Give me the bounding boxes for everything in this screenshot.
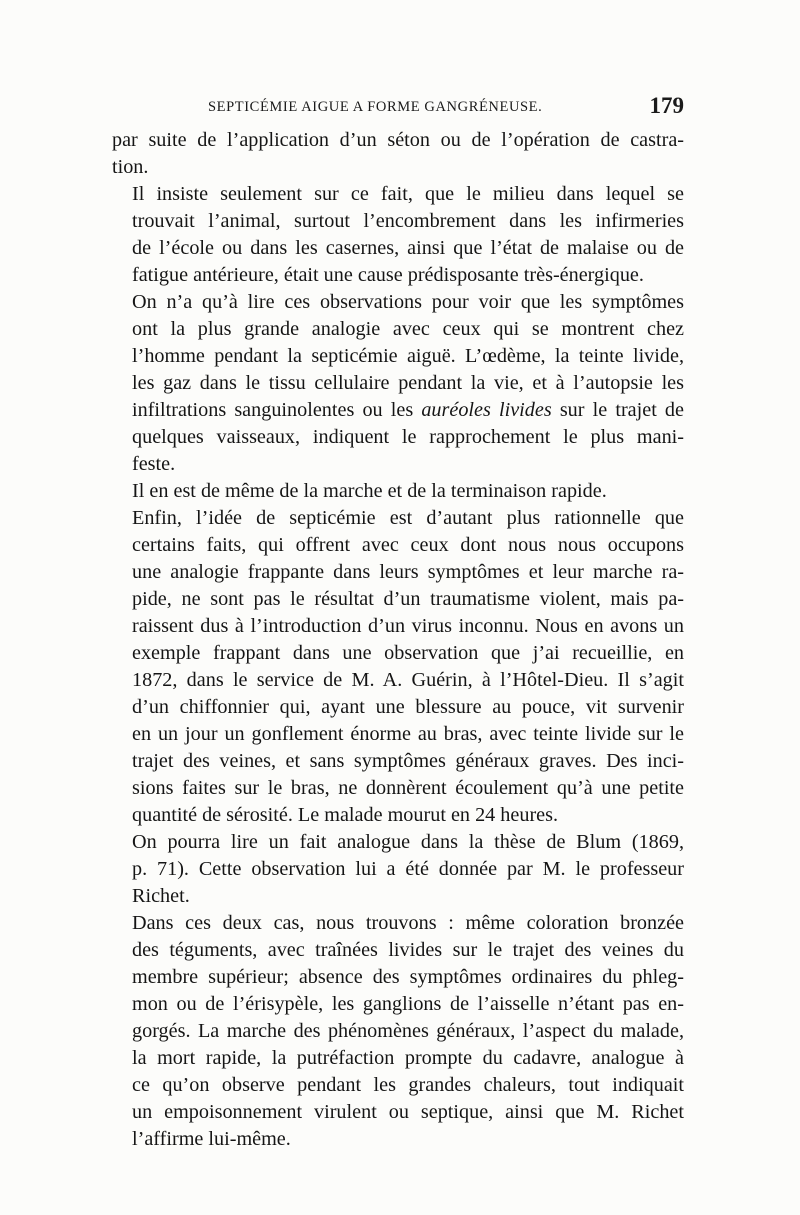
text-line: fatigue antérieure, était une cause prédisposante très-énergique. xyxy=(132,264,644,286)
text-line: les gaz dans le tissu cellulaire pendant la vie, et à l’autopsie les xyxy=(132,372,684,394)
text-line: On pourra lire un fait analogue dans la thèse de Blum (1869, xyxy=(132,831,684,853)
text-line: raissent dus à l’introduction d’un virus inconnu. Nous en avons un xyxy=(132,615,684,637)
body-text xyxy=(112,127,684,1153)
text-line: gorgés. La marche des phénomènes généraux, l’aspect du malade, xyxy=(132,1020,684,1042)
paragraph xyxy=(112,181,684,289)
paragraph xyxy=(112,127,684,181)
running-header xyxy=(112,93,684,122)
text-line: Enfin, l’idée de septicémie est d’autant plus rationnelle que xyxy=(132,507,684,529)
text-line: quelques vaisseaux, indiquent le rapprochement le plus mani- xyxy=(132,426,684,448)
running-title: SEPTICÉMIE AIGUE A FORME GANGRÉNEUSE. xyxy=(208,99,543,115)
paragraph xyxy=(112,829,684,910)
text-line: ce qu’on observe pendant les grandes chaleurs, tout indiquait xyxy=(132,1074,684,1096)
text-line: quantité de sérosité. Le malade mourut en 24 heures. xyxy=(132,804,559,826)
text-line: On n’a qu’à lire ces observations pour voir que les symptômes xyxy=(132,291,684,313)
text-line: l’affirme lui-même. xyxy=(132,1128,291,1150)
paragraph xyxy=(112,289,684,478)
text-line: tion. xyxy=(112,156,149,178)
text-line: mon ou de l’érisypèle, les ganglions de l’aisselle n’étant pas en- xyxy=(132,993,684,1015)
page-number: 179 xyxy=(649,93,684,118)
text-line: l’homme pendant la septicémie aiguë. L’œdème, la teinte livide, xyxy=(132,345,684,367)
text-line: Il en est de même de la marche et de la terminaison rapide. xyxy=(132,480,607,502)
text-line: exemple frappant dans une observation que j’ai recueillie, en xyxy=(132,642,684,664)
text-line: trouvait l’animal, surtout l’encombrement dans les infirmeries xyxy=(132,210,684,232)
text-line: d’un chiffonnier qui, ayant une blessure au pouce, vit survenir xyxy=(132,696,684,718)
text-line: ont la plus grande analogie avec ceux qui se montrent chez xyxy=(132,318,684,340)
text-line: la mort rapide, la putréfaction prompte du cadavre, analogue à xyxy=(132,1047,684,1069)
text-line: pide, ne sont pas le résultat d’un traumatisme violent, mais pa- xyxy=(132,588,684,610)
paragraph xyxy=(112,478,684,505)
paragraph xyxy=(112,505,684,829)
text-line: Il insiste seulement sur ce fait, que le milieu dans lequel se xyxy=(132,183,684,205)
text-line: de l’école ou dans les casernes, ainsi que l’état de malaise ou de xyxy=(132,237,684,259)
text-line: 1872, dans le service de M. A. Guérin, à l’Hôtel-Dieu. Il s’agit xyxy=(132,669,684,691)
text-line: en un jour un gonflement énorme au bras, avec teinte livide sur le xyxy=(132,723,684,745)
text-line: trajet des veines, et sans symptômes généraux graves. Des inci- xyxy=(132,750,684,772)
text-line: un empoisonnement virulent ou septique, ainsi que M. Richet xyxy=(132,1101,684,1123)
text-line: une analogie frappante dans leurs symptômes et leur marche ra- xyxy=(132,561,684,583)
text-line: membre supérieur; absence des symptômes ordinaires du phleg- xyxy=(132,966,684,988)
text-line: Richet. xyxy=(132,885,190,907)
paragraph xyxy=(112,910,684,1153)
text-line: sions faites sur le bras, ne donnèrent écoulement qu’à une petite xyxy=(132,777,684,799)
text-line: infiltrations sanguinolentes ou les auréoles livides sur le trajet de xyxy=(132,399,684,421)
text-line: feste. xyxy=(132,453,176,475)
text-line: par suite de l’application d’un séton ou de l’opération de castra- xyxy=(112,129,684,151)
text-line: certains faits, qui offrent avec ceux dont nous nous occupons xyxy=(132,534,684,556)
text-line: Dans ces deux cas, nous trouvons : même coloration bronzée xyxy=(132,912,684,934)
text-line: p. 71). Cette observation lui a été donnée par M. le professeur xyxy=(132,858,684,880)
text-line: des téguments, avec traînées livides sur le trajet des veines du xyxy=(132,939,684,961)
